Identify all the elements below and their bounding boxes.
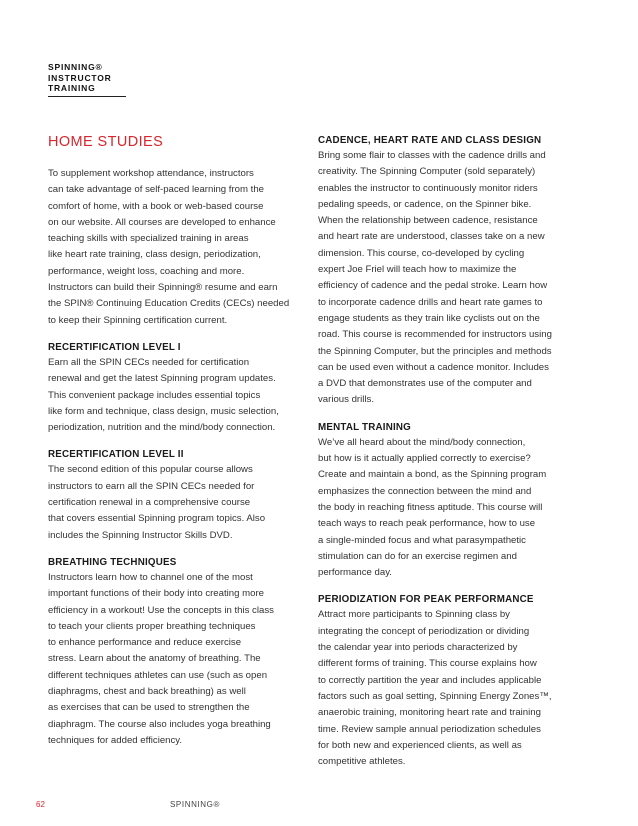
- footer-brand: SPINNING®: [170, 800, 220, 809]
- header-block: [48, 62, 112, 94]
- section-title: RECERTIFICATION LEVEL I: [48, 341, 181, 353]
- right-column: [318, 134, 576, 782]
- section-title: BREATHING TECHNIQUES: [48, 556, 177, 568]
- section-body: Instructors learn how to channel one of the most important functions of their body into creating more efficiency in a workout! Use the concepts in this class to teach your clients proper breathing techniques to enhance performance and reduce exercise stress. Learn about the anatomy of breathing. The different techniques athletes can use (such as open diaphragms, chest and back breathing) as well as exercises that can be used to strengthen the diaphragm. The course also includes yoga breathing techniques for added efficiency.: [48, 571, 274, 746]
- section-recertification-level-1: [48, 341, 300, 436]
- page-number: 62: [36, 800, 45, 809]
- section-title: MENTAL TRAINING: [318, 421, 411, 433]
- section-body: The second edition of this popular course allows instructors to earn all the SPIN CECs needed for certification renewal in a comprehensive course that covers essential Spinning program topics. Also includes the Spinning Instructor Skills DVD.: [48, 464, 266, 541]
- section-body: Bring some flair to classes with the cadence drills and creativity. The Spinning Computer (sold separately) enables the instructor to continuously monitor riders pedaling speeds, or cadence, on the Spinner bike. When the relationship between cadence, resistance and heart rate are understood, classes take on a new dimension. This course, co-developed by cycling expert Joe Friel will teach how to maximize the efficiency of cadence and the pedal stroke. Learn how to incorporate cadence drills and heart rate games to engage students as they train like cyclists out on the road. This course is recommended for instructors using the Spinning Computer, but the principles and methods can be used even without a cadence monitor. Includes a DVD that demonstrates use of the computer and various drills.: [318, 150, 552, 406]
- section-body: Attract more participants to Spinning class by integrating the concept of periodization or dividing the calendar year into periods characterized by different forms of training. This course explains how to correctly partition the year and includes applicable factors such as goal setting, Spinning Energy Zones™, anaerobic training, monitoring heart rate and training time. Review sample annual periodization schedules for both new and experienced clients, as well as competitive athletes.: [318, 609, 552, 768]
- section-body: We’ve all heard about the mind/body connection, but how is it actually applied correctly to exercise? Create and maintain a bond, as the Spinning program emphasizes the connection between the mind and the body in reaching fitness aptitude. This course will teach ways to reach peak performance, how to use a single-minded focus and what parasympathetic stimulation can do for an exercise regimen and performance day.: [318, 436, 547, 579]
- header-line-3: TRAINING: [48, 83, 96, 93]
- section-periodization: [318, 593, 576, 770]
- section-breathing-techniques: [48, 556, 300, 749]
- section-recertification-level-2: [48, 448, 300, 543]
- section-cadence-heart-rate: [318, 134, 576, 409]
- section-title: CADENCE, HEART RATE AND CLASS DESIGN: [318, 135, 542, 146]
- section-title: PERIODIZATION FOR PEAK PERFORMANCE: [318, 594, 534, 606]
- header-line-2: INSTRUCTOR: [48, 72, 112, 83]
- left-column: [48, 134, 300, 761]
- header-line-1: SPINNING®: [48, 62, 103, 72]
- section-title: RECERTIFICATION LEVEL II: [48, 449, 184, 461]
- header-divider: [48, 96, 126, 97]
- section-body: Earn all the SPIN CECs needed for certification renewal and get the latest Spinning program updates. This convenient package includes essential topics like form and technique, class design, music selection, periodization, nutrition and the mind/body connection.: [48, 356, 279, 434]
- page-title: HOME STUDIES: [48, 134, 164, 150]
- intro-paragraph: To supplement workshop attendance, instructors can take advantage of self-paced learning from the comfort of home, with a book or web-based course on our website. All courses are developed to enhance teaching skills with specialized training in areas like heart rate training, class design, periodization, performance, weight loss, coaching and more. Instructors can build their Spinning® resume and earn the SPIN® Continuing Education Credits (CECs) needed to keep their Spinning certification current.: [48, 168, 290, 326]
- section-mental-training: [318, 421, 576, 582]
